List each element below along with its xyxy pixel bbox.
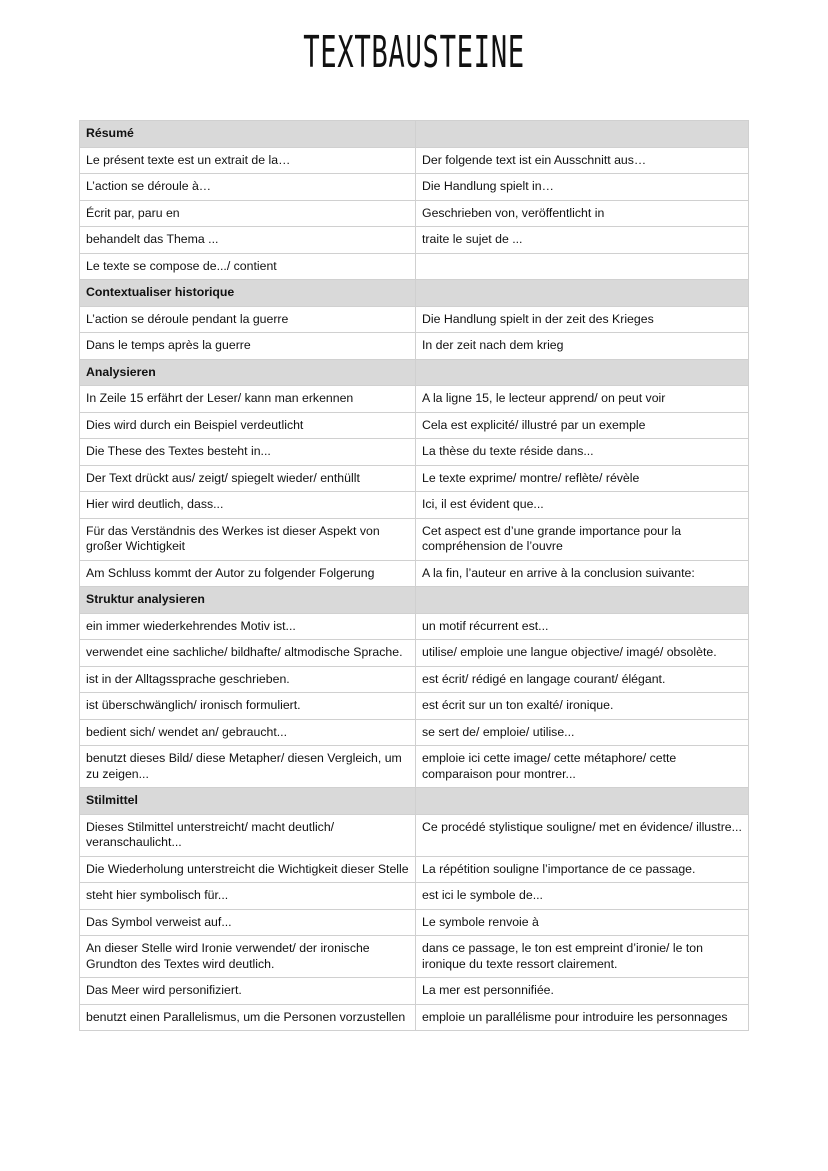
cell-right: A la fin, l’auteur en arrive à la conclusion suivante: bbox=[416, 560, 749, 587]
table-row bbox=[80, 883, 749, 910]
cell-left: steht hier symbolisch für... bbox=[80, 883, 416, 910]
cell-right: traite le sujet de ... bbox=[416, 227, 749, 254]
table-row bbox=[80, 909, 749, 936]
section-header-row bbox=[80, 788, 749, 815]
cell-left: Hier wird deutlich, dass... bbox=[80, 492, 416, 519]
cell-left: Le texte se compose de.../ contient bbox=[80, 253, 416, 280]
table-row bbox=[80, 613, 749, 640]
cell-left: benutzt einen Parallelismus, um die Personen vorzustellen bbox=[80, 1004, 416, 1031]
table-row bbox=[80, 518, 749, 560]
cell-left: ist in der Alltagssprache geschrieben. bbox=[80, 666, 416, 693]
cell-right: Cela est explicité/ illustré par un exemple bbox=[416, 412, 749, 439]
table-row bbox=[80, 1004, 749, 1031]
table-row bbox=[80, 936, 749, 978]
table-row bbox=[80, 306, 749, 333]
section-empty-cell bbox=[416, 788, 749, 815]
table-row bbox=[80, 666, 749, 693]
cell-left: ist überschwänglich/ ironisch formuliert. bbox=[80, 693, 416, 720]
cell-left: ein immer wiederkehrendes Motiv ist... bbox=[80, 613, 416, 640]
cell-right: A la ligne 15, le lecteur apprend/ on peut voir bbox=[416, 386, 749, 413]
cell-right: Ici, il est évident que... bbox=[416, 492, 749, 519]
table-row bbox=[80, 147, 749, 174]
cell-left: L’action se déroule pendant la guerre bbox=[80, 306, 416, 333]
table-row bbox=[80, 560, 749, 587]
table-row bbox=[80, 640, 749, 667]
cell-right: utilise/ emploie une langue objective/ imagé/ obsolète. bbox=[416, 640, 749, 667]
table-row bbox=[80, 227, 749, 254]
table-row bbox=[80, 333, 749, 360]
section-header-row bbox=[80, 121, 749, 148]
cell-right: Le symbole renvoie à bbox=[416, 909, 749, 936]
table-row bbox=[80, 693, 749, 720]
section-empty-cell bbox=[416, 280, 749, 307]
cell-left: Der Text drückt aus/ zeigt/ spiegelt wieder/ enthüllt bbox=[80, 465, 416, 492]
cell-left: Das Symbol verweist auf... bbox=[80, 909, 416, 936]
table-row bbox=[80, 746, 749, 788]
cell-left: behandelt das Thema ... bbox=[80, 227, 416, 254]
cell-right: La thèse du texte réside dans... bbox=[416, 439, 749, 466]
cell-left: Die These des Textes besteht in... bbox=[80, 439, 416, 466]
section-title: Résumé bbox=[80, 121, 416, 148]
cell-right: Die Handlung spielt in der zeit des Krieges bbox=[416, 306, 749, 333]
section-header-row bbox=[80, 359, 749, 386]
cell-left: An dieser Stelle wird Ironie verwendet/ der ironische Grundton des Textes wird deutlich. bbox=[80, 936, 416, 978]
cell-right: In der zeit nach dem krieg bbox=[416, 333, 749, 360]
page-title: TEXTBAUSTEINE bbox=[303, 27, 525, 78]
section-empty-cell bbox=[416, 359, 749, 386]
cell-right: La répétition souligne l’importance de ce passage. bbox=[416, 856, 749, 883]
cell-right: dans ce passage, le ton est empreint d’ironie/ le ton ironique du texte ressort clairement. bbox=[416, 936, 749, 978]
cell-right: est écrit sur un ton exalté/ ironique. bbox=[416, 693, 749, 720]
table-row bbox=[80, 253, 749, 280]
cell-left: Dieses Stilmittel unterstreicht/ macht deutlich/ veranschaulicht... bbox=[80, 814, 416, 856]
section-empty-cell bbox=[416, 587, 749, 614]
cell-right: Ce procédé stylistique souligne/ met en évidence/ illustre... bbox=[416, 814, 749, 856]
cell-left: Am Schluss kommt der Autor zu folgender Folgerung bbox=[80, 560, 416, 587]
cell-right: est ici le symbole de... bbox=[416, 883, 749, 910]
cell-left: verwendet eine sachliche/ bildhafte/ altmodische Sprache. bbox=[80, 640, 416, 667]
cell-right: La mer est personnifiée. bbox=[416, 978, 749, 1005]
cell-right: Le texte exprime/ montre/ reflète/ révèle bbox=[416, 465, 749, 492]
table-row bbox=[80, 200, 749, 227]
cell-left: Für das Verständnis des Werkes ist dieser Aspekt von großer Wichtigkeit bbox=[80, 518, 416, 560]
cell-right: emploie ici cette image/ cette métaphore/ cette comparaison pour montrer... bbox=[416, 746, 749, 788]
cell-right: Geschrieben von, veröffentlicht in bbox=[416, 200, 749, 227]
phrase-table-body bbox=[80, 121, 749, 1031]
cell-right: est écrit/ rédigé en langage courant/ élégant. bbox=[416, 666, 749, 693]
cell-right: se sert de/ emploie/ utilise... bbox=[416, 719, 749, 746]
table-row bbox=[80, 465, 749, 492]
table-row bbox=[80, 412, 749, 439]
cell-left: Dans le temps après la guerre bbox=[80, 333, 416, 360]
cell-right: Der folgende text ist ein Ausschnitt aus… bbox=[416, 147, 749, 174]
section-title: Analysieren bbox=[80, 359, 416, 386]
cell-left: bedient sich/ wendet an/ gebraucht... bbox=[80, 719, 416, 746]
section-title: Contextualiser historique bbox=[80, 280, 416, 307]
cell-left: L’action se déroule à… bbox=[80, 174, 416, 201]
cell-left: Le présent texte est un extrait de la… bbox=[80, 147, 416, 174]
cell-right: emploie un parallélisme pour introduire les personnages bbox=[416, 1004, 749, 1031]
section-header-row bbox=[80, 280, 749, 307]
table-row bbox=[80, 492, 749, 519]
table-row bbox=[80, 439, 749, 466]
cell-left: benutzt dieses Bild/ diese Metapher/ diesen Vergleich, um zu zeigen... bbox=[80, 746, 416, 788]
cell-left: Dies wird durch ein Beispiel verdeutlicht bbox=[80, 412, 416, 439]
table-row bbox=[80, 719, 749, 746]
cell-left: Écrit par, paru en bbox=[80, 200, 416, 227]
cell-left: In Zeile 15 erfährt der Leser/ kann man erkennen bbox=[80, 386, 416, 413]
cell-right: Cet aspect est d’une grande importance pour la compréhension de l’ouvre bbox=[416, 518, 749, 560]
section-header-row bbox=[80, 587, 749, 614]
cell-right bbox=[416, 253, 749, 280]
cell-left: Die Wiederholung unterstreicht die Wichtigkeit dieser Stelle bbox=[80, 856, 416, 883]
table-row bbox=[80, 386, 749, 413]
cell-left: Das Meer wird personifiziert. bbox=[80, 978, 416, 1005]
table-row bbox=[80, 978, 749, 1005]
table-row bbox=[80, 856, 749, 883]
table-row bbox=[80, 174, 749, 201]
section-title: Struktur analysieren bbox=[80, 587, 416, 614]
cell-right: un motif récurrent est... bbox=[416, 613, 749, 640]
section-title: Stilmittel bbox=[80, 788, 416, 815]
table-row bbox=[80, 814, 749, 856]
cell-right: Die Handlung spielt in… bbox=[416, 174, 749, 201]
section-empty-cell bbox=[416, 121, 749, 148]
phrase-table bbox=[79, 120, 749, 1031]
